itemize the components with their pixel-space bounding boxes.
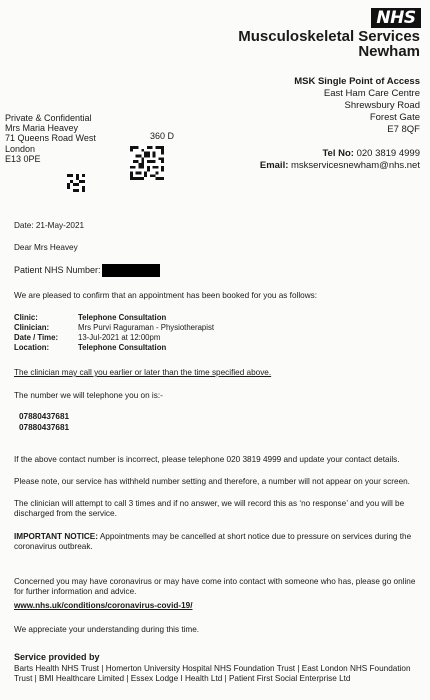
- greeting: Dear Mrs Heavey: [14, 243, 78, 252]
- incorrect-number-note: If the above contact number is incorrect, please telephone 020 3819 4999 and update your contact details.: [14, 455, 400, 464]
- detail-key: Clinician:: [14, 323, 50, 332]
- phone-number: 07880437681: [19, 412, 70, 421]
- appointment-details: [14, 313, 214, 353]
- closing-note: We appreciate your understanding during this time.: [14, 625, 200, 634]
- email-label: Email:: [259, 160, 289, 171]
- important-notice: [14, 532, 414, 552]
- redacted-nhs-number: [102, 264, 160, 277]
- org-name-line1: Musculoskeletal Services: [238, 28, 420, 45]
- detail-row: [14, 343, 214, 353]
- contact-block: [260, 148, 420, 172]
- spa-line: East Ham Care Centre: [323, 88, 420, 99]
- coronavirus-link[interactable]: www.nhs.uk/conditions/coronavirus-covid-19/: [14, 601, 193, 610]
- spa-line: Shrewsbury Road: [344, 100, 420, 111]
- address-line: London: [5, 143, 36, 154]
- providers-list: Barts Health NHS Trust | Homerton University Hospital NHS Foundation Trust | East London NHS Foundation Trust | BMI Healthcare Limited | Essex Lodge I Health Ltd | Patient First Social Enterprise Ltd: [14, 664, 411, 683]
- email-value: mskservicesnewham@nhs.net: [291, 160, 420, 171]
- detail-row: [14, 313, 214, 323]
- spa-address-block: [294, 76, 420, 136]
- clinician-timing-note: The clinician may call you earlier or later than the time specified above.: [14, 368, 272, 377]
- detail-value: Telephone Consultation: [78, 313, 167, 322]
- nhs-number-label: Patient NHS Number:: [14, 265, 101, 275]
- address-line: E13 0PE: [5, 153, 41, 164]
- phone-numbers: [19, 411, 69, 433]
- tel-label: Tel No:: [322, 148, 354, 159]
- call-attempts-note: The clinician will attempt to call 3 times and if no answer, we will record this as ‘no response’ and you will be discharged from the service.: [14, 499, 405, 518]
- detail-value: Mrs Purvi Raguraman - Physiotherapist: [78, 323, 215, 332]
- spa-line: E7 8QF: [387, 124, 420, 135]
- address-line: Private & Confidential: [5, 113, 92, 123]
- address-line: Mrs Maria Heavey: [5, 123, 79, 134]
- appointment-intro: We are pleased to confirm that an appointment has been booked for you as follows:: [14, 291, 317, 300]
- phone-number: 07880437681: [19, 423, 70, 432]
- phone-intro: The number we will telephone you on is:-: [14, 391, 163, 400]
- qr-code-icon: [130, 146, 164, 180]
- provided-by-heading: Service provided by: [14, 652, 100, 662]
- letter-date: Date: 21-May-2021: [14, 221, 85, 230]
- detail-row: [14, 323, 214, 333]
- org-name-line2: Newham: [358, 43, 420, 60]
- detail-row: [14, 333, 214, 343]
- detail-key: Clinic:: [14, 313, 38, 322]
- recipient-address: [5, 113, 96, 164]
- spa-heading: MSK Single Point of Access: [294, 76, 420, 87]
- detail-key: Date / Time:: [14, 333, 59, 342]
- coronavirus-advice: Concerned you may have coronavirus or may have come into contact with someone who has, please go online for further information and advice.: [14, 577, 416, 596]
- barcode-icon: [67, 174, 85, 192]
- tel-value: 020 3819 4999: [356, 148, 420, 159]
- important-label: IMPORTANT NOTICE:: [14, 532, 98, 541]
- mail-code: 360 D: [150, 131, 175, 141]
- detail-value: Telephone Consultation: [78, 343, 167, 352]
- withheld-number-note: Please note, our service has withheld number setting and therefore, a number will not appear on your screen.: [14, 477, 410, 486]
- address-line: 71 Queens Road West: [5, 133, 96, 144]
- important-text: Appointments may be cancelled at short notice due to pressure on services during the coronavirus outbreak.: [14, 532, 412, 551]
- spa-line: Forest Gate: [369, 112, 420, 123]
- detail-value: 13-Jul-2021 at 12:00pm: [78, 333, 161, 342]
- detail-key: Location:: [14, 343, 50, 352]
- nhs-logo: NHS: [371, 8, 421, 28]
